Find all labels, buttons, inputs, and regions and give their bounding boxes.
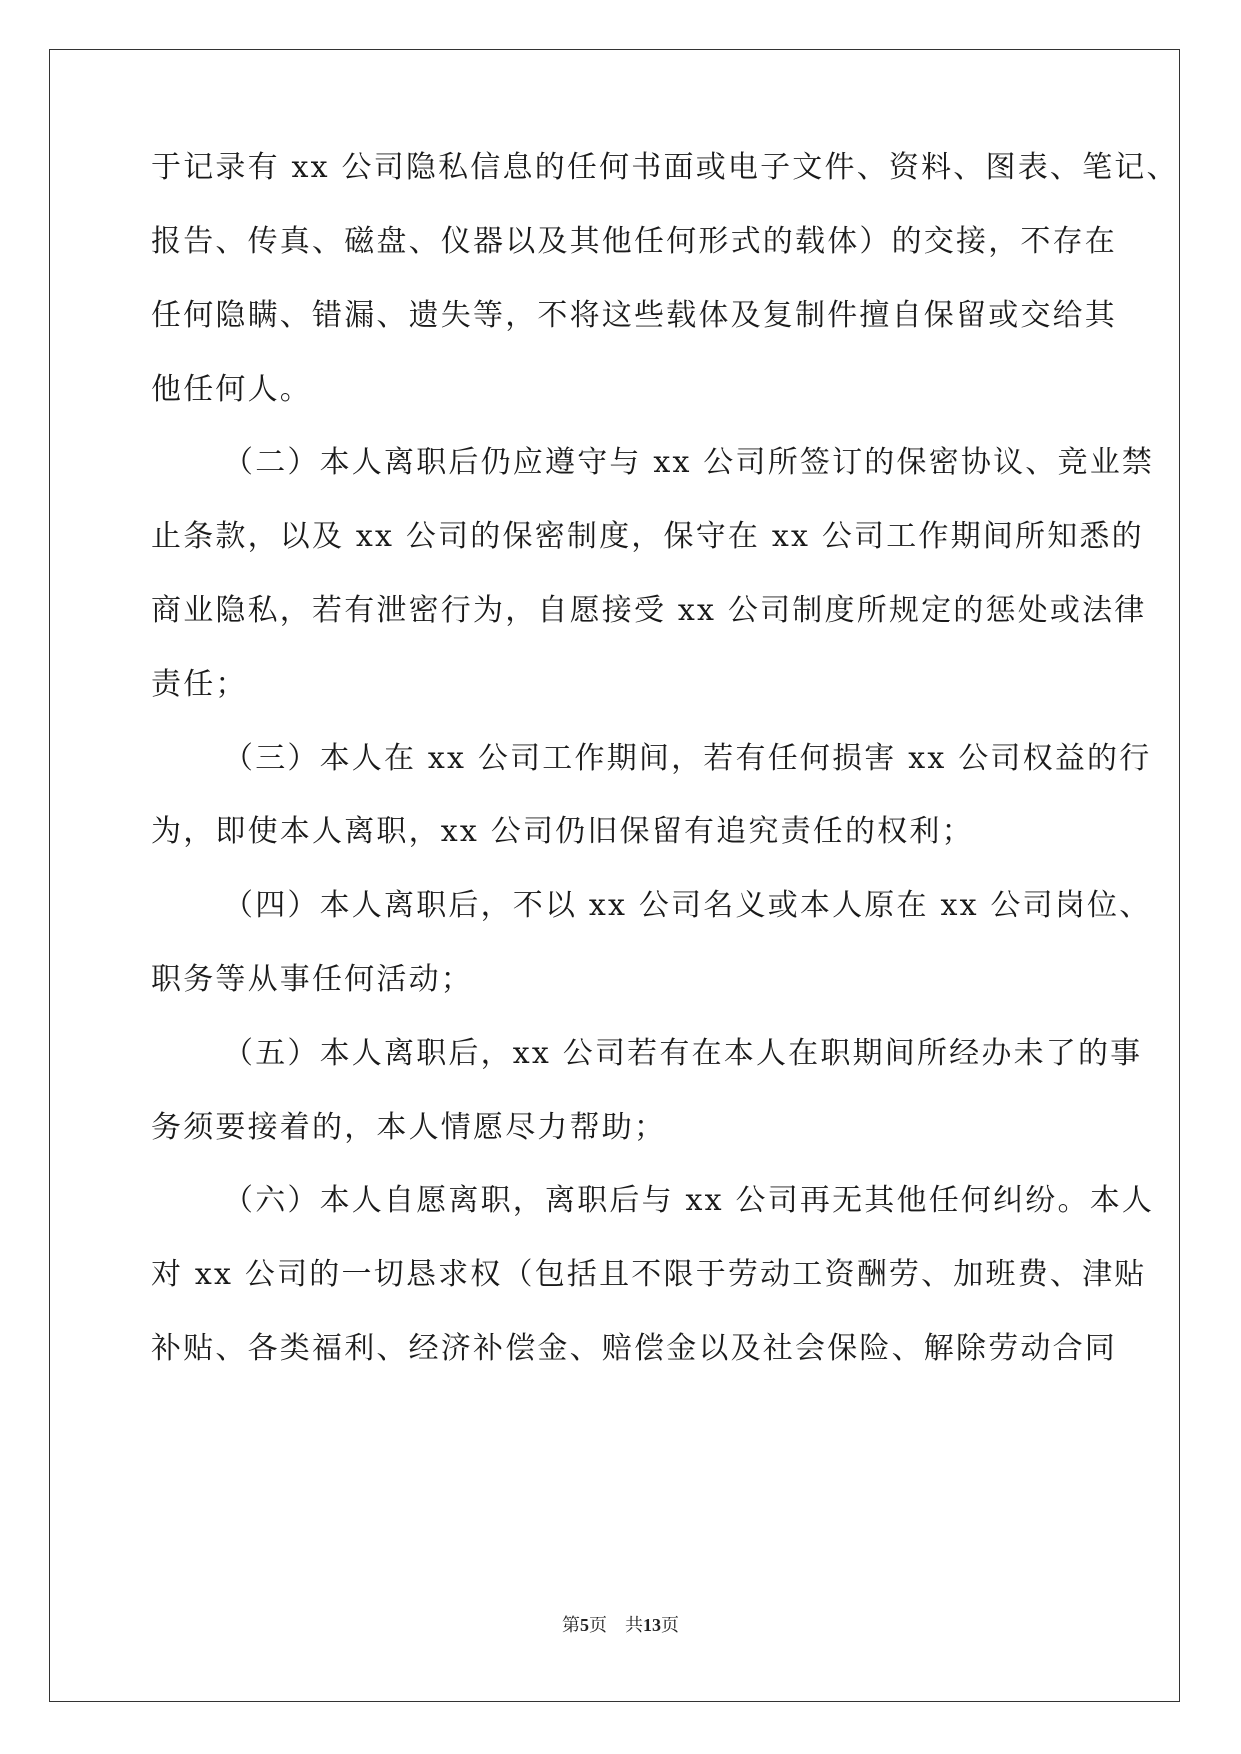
text-line: 责任；	[151, 667, 248, 702]
total-label-prefix: 共	[625, 1615, 643, 1635]
text-line: 止条款，以及 xx 公司的保密制度，保守在 xx 公司工作期间所知悉的	[151, 519, 1144, 554]
text-line: 商业隐私，若有泄密行为，自愿接受 xx 公司制度所规定的惩处或法律	[151, 593, 1147, 628]
text-line: 职务等从事任何活动；	[151, 962, 473, 997]
page-label-prefix: 第	[562, 1615, 580, 1635]
paragraph-start-line: （三）本人在 xx 公司工作期间，若有任何损害 xx 公司权益的行	[223, 741, 1152, 776]
text-line: 为，即使本人离职，xx 公司仍旧保留有追究责任的权利；	[151, 814, 974, 849]
text-line: 补贴、各类福利、经济补偿金、赔偿金以及社会保险、解除劳动合同	[151, 1331, 1117, 1366]
paragraph-start-line: （五）本人离职后，xx 公司若有在本人在职期间所经办未了的事	[223, 1036, 1143, 1071]
paragraph-start-line: （六）本人自愿离职，离职后与 xx 公司再无其他任何纠纷。本人	[223, 1183, 1155, 1218]
total-pages: 13	[643, 1615, 661, 1635]
text-line: 任何隐瞒、错漏、遗失等，不将这些载体及复制件擅自保留或交给其	[151, 298, 1117, 333]
text-line: 于记录有 xx 公司隐私信息的任何书面或电子文件、资料、图表、笔记、	[151, 150, 1179, 185]
page-number: 5	[580, 1615, 589, 1635]
page-footer	[0, 1613, 1241, 1637]
text-line: 报告、传真、磁盘、仪器以及其他任何形式的载体）的交接，不存在	[151, 224, 1117, 259]
text-line: 务须要接着的，本人情愿尽力帮助；	[151, 1110, 667, 1145]
text-line: 他任何人。	[151, 372, 312, 407]
paragraph-start-line: （二）本人离职后仍应遵守与 xx 公司所签订的保密协议、竞业禁	[223, 445, 1155, 480]
total-label-suffix: 页	[661, 1615, 679, 1635]
text-line: 对 xx 公司的一切恳求权（包括且不限于劳动工资酬劳、加班费、津贴	[151, 1257, 1147, 1292]
paragraph-start-line: （四）本人离职后，不以 xx 公司名义或本人原在 xx 公司岗位、	[223, 888, 1152, 923]
page-label-suffix: 页	[589, 1615, 607, 1635]
